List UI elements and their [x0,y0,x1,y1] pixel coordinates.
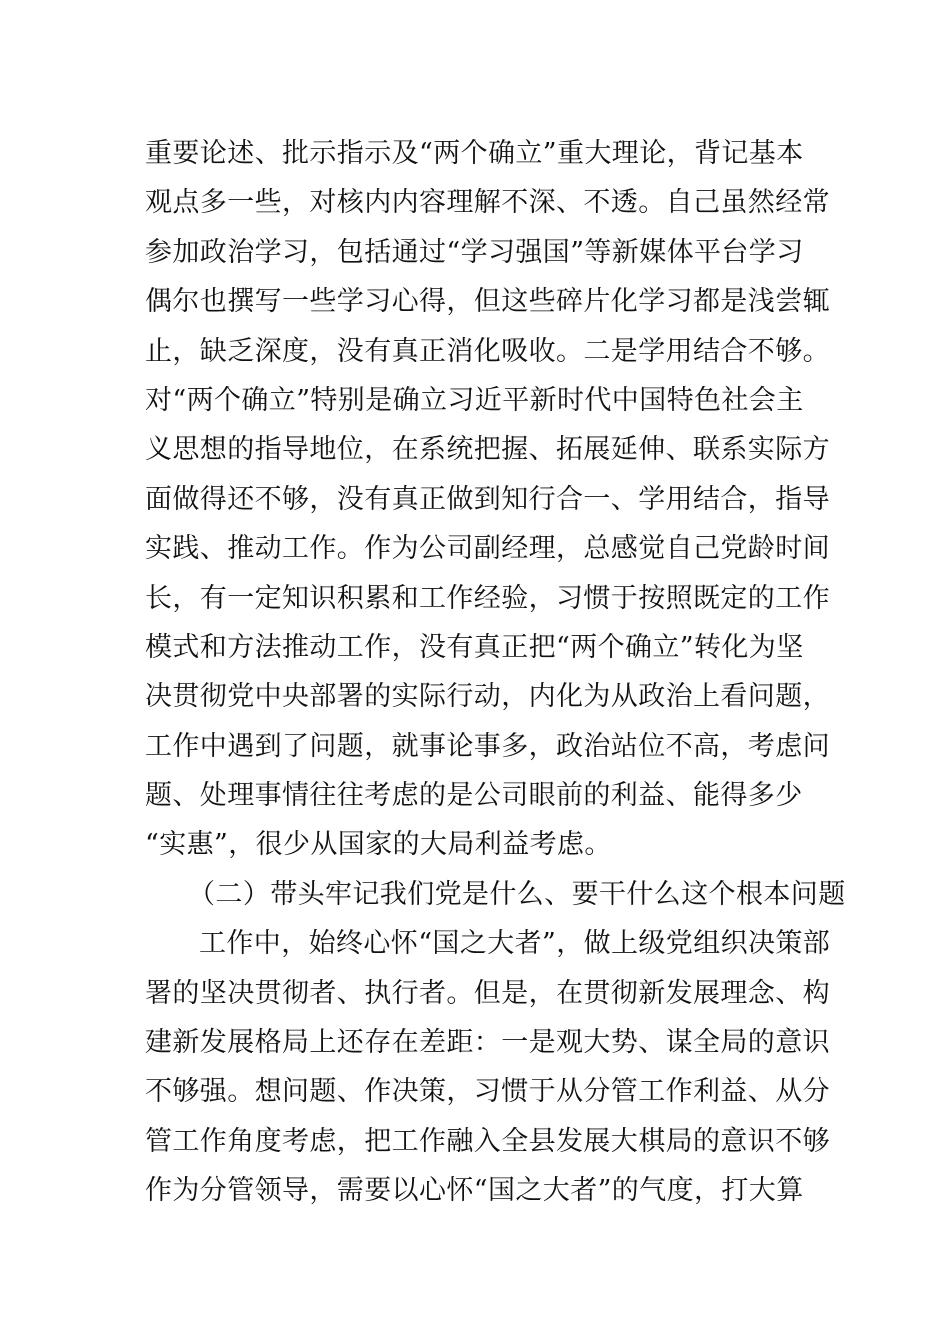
text-line: 建新发展格局上还存在差距：一是观大势、谋全局的意识 [145,1027,830,1059]
text-line: 重要论述、批示指示及“两个确立”重大理论，背记基本 [145,138,804,169]
text-line: 决贯彻党中央部署的实际行动，内化为从政治上看问题， [145,681,830,713]
text-line: 模式和方法推动工作，没有真正把“两个确立”转化为坚 [145,631,804,663]
text-line: 工作中遇到了问题，就事论事多，政治站位不高，考虑问 [145,730,830,762]
text-line: 止，缺乏深度，没有真正消化吸收。二是学用结合不够。 [145,335,830,367]
text-line: 观点多一些，对核内内容理解不深、不透。自己虽然经常 [145,187,830,219]
text-line: 参加政治学习，包括通过“学习强国”等新媒体平台学习 [145,236,804,268]
text-line: 义思想的指导地位，在系统把握、拓展延伸、联系实际方 [145,434,830,466]
document-body [145,129,846,1216]
text-line: 对“两个确立”特别是确立习近平新时代中国特色社会主 [145,384,804,416]
text-line: 面做得还不够，没有真正做到知行合一、学用结合，指导 [145,483,830,515]
text-line: “实惠”，很少从国家的大局利益考虑。 [145,829,612,861]
text-line: 署的坚决贯彻者、执行者。但是，在贯彻新发展理念、构 [145,977,830,1009]
text-line: 实践、推动工作。作为公司副经理，总感觉自己党龄时间 [145,533,830,565]
text-line: 偶尔也撰写一些学习心得，但这些碎片化学习都是浅尝辄 [145,286,830,318]
section-heading: （二）带头牢记我们党是什么、要干什么这个根本问题 [188,878,846,910]
text-line: 题、处理事情往往考虑的是公司眼前的利益、能得多少 [145,780,803,812]
text-line: 作为分管领导，需要以心怀“国之大者”的气度，打大算 [145,1175,804,1207]
text-line: 管工作角度考虑，把工作融入全县发展大棋局的意识不够 [145,1125,830,1157]
text-line: 不够强。想问题、作决策，习惯于从分管工作利益、从分 [145,1076,830,1108]
paragraph-first-line: 工作中，始终心怀“国之大者”，做上级党组织决策部 [199,928,831,960]
text-line: 长，有一定知识积累和工作经验，习惯于按照既定的工作 [145,582,830,614]
